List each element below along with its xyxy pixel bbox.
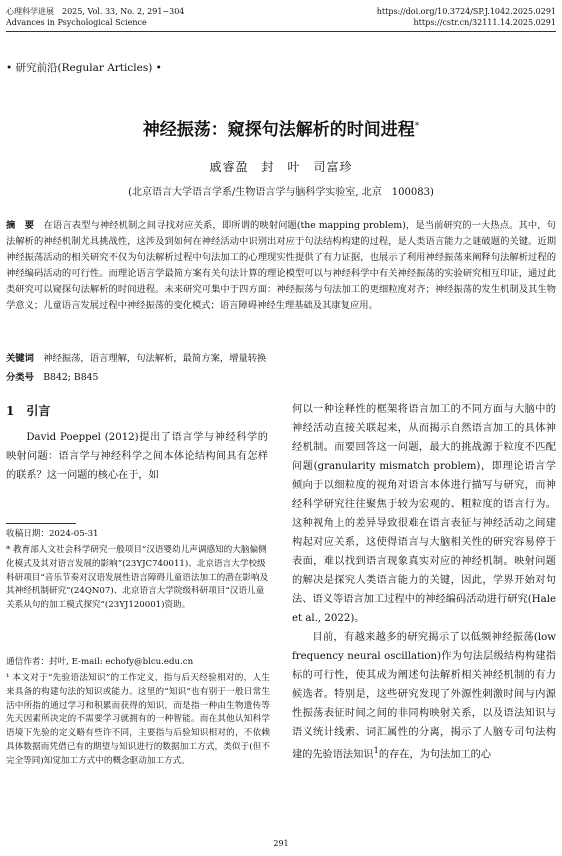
received-date: 收稿日期：2024-05-31 — [6, 529, 99, 539]
classification — [6, 369, 98, 383]
abstract-text: 在语言表型与神经机制之间寻找对应关系，即所谓的映射问题(the mapping problem)，是当前研究的一大热点。其中，句法解析的神经机制尤具挑战性，这涉及到如何在神经活动中识别出对应于句法结构构建的过程，是人类语言能力之谜破题的关键。近期神经振荡活动的相关研究不仅为句法解析过程中句法加工的心理现实性提供了有力证据，也展示了利用神经振荡来阐释句法解析过程的神经编码活动的可行性。而理论语言学最简方案有关句法计算的理论模型可以与神经科学中有关神经振荡的实验研究相互印证，通过此类研究可以窥探句法解析的时间进程。未来研究可集中于四方面：神经振荡与句法加工的更细粒度对齐；神经振荡的发生机制及其生物学意义；儿童语言发展过程中神经振荡的变化模式；语言障碍神经生理基础及其康复应用。 — [6, 220, 556, 311]
right-paragraph-2 — [292, 628, 556, 764]
section-tag: • 研究前沿(Regular Articles) • — [6, 62, 162, 74]
cstr-link[interactable]: https://cstr.cn/32111.14.2025.0291 — [413, 18, 556, 27]
journal-en: Advances in Psychological Science — [6, 18, 147, 27]
authors: 戚睿盈 封 叶 司富珍 — [209, 160, 353, 174]
doi-link[interactable]: https://doi.org/10.3724/SP.J.1042.2025.0291 — [376, 7, 556, 16]
left-column-paragraph: David Poeppel (2012)提出了语言学与神经科学的映射问题：语言学与神经科学之间本体论结构间具有怎样的联系？这一问题的核心在于，如 — [6, 432, 268, 481]
right-paragraph-2-text: 目前，有越来越多的研究揭示了以低频神经振荡(low frequency neural oscillation)作为句法层级结构构建指标的可行性，使其成为阐述句法解析相关神经机制的有力候选者。特别是，这些研究发现了外源性刺激时间与内源性振荡表征时间之间的非同构映射关系，以及语法知识与语义统计线索、词汇属性的分离，揭示了人脑专司句法构建的先验语法知识 — [292, 632, 556, 761]
keywords — [6, 350, 556, 364]
keywords-label: 关键词 — [6, 353, 34, 364]
footnote-rule — [6, 523, 76, 524]
footnote-1: ¹ 本文对于“先验语法知识”的工作定义，指与后天经验相对的，人生来具备的构建句法的知识或能力。这里的“知识”也有别于一般日常生活中所指的通过学习和积累而获得的知识，而是指一种由生物遗传等先天因素所决定的不需要学习就拥有的一种智能。而在其他认知科学语境下先验的定义略有些许不同，主要指与后验知识相对的，不依赖具体数据而凭借已有的期望与知识进行的数据加工方式，类似于(但不完全等同)知觉加工方式中的概念驱动加工方式。 — [6, 673, 270, 766]
title-footnote-mark: * — [414, 121, 420, 132]
right-paragraph-2-tail: 的存在，为句法加工的心 — [378, 749, 491, 761]
header-rule — [6, 31, 556, 32]
article-title — [0, 115, 562, 140]
class-value: B842; B845 — [43, 372, 99, 383]
abstract — [6, 218, 556, 314]
right-column — [292, 400, 556, 764]
title-text: 神经振荡：窥探句法解析的时间进程 — [142, 120, 415, 140]
keywords-text: 神经振荡，语言理解，句法解析，最简方案，增量转换 — [43, 353, 267, 364]
funding-note: * 教育部人文社会科学研究一般项目“汉语婴幼儿声调感知的大脑偏侧化模式及其对语言发展的影响”(23YJC740011)、北京语言大学校级科研项目“音乐节奏对汉语发展性语言障碍儿童语法加工的潜在影响及其神经机制研究”(24QN07)、北京语言大学院级科研项目“汉语儿童关系从句的加工模式探究”(23YJ120001)资助。 — [6, 545, 269, 611]
abstract-label: 摘 要 — [6, 220, 35, 231]
page-number: 291 — [273, 839, 289, 848]
class-label: 分类号 — [6, 372, 34, 383]
correspondence: 通信作者：封叶, E-mail: echofy@blcu.edu.cn — [6, 657, 194, 667]
running-header-right — [377, 6, 556, 28]
affiliation: (北京语言大学语言学系/生物语言学与脑科学实验室, 北京 100083) — [128, 187, 434, 198]
section-heading: 1 引言 — [6, 404, 51, 418]
footnote-ref-1: 1 — [373, 746, 379, 756]
journal-cn: 心理科学进展 2025, Vol. 33, No. 2, 291−304 — [6, 7, 185, 16]
running-header-left — [6, 6, 184, 28]
right-paragraph-1: 何以一种诠释性的框架将语言加工的不同方面与大脑中的神经活动直接关联起来，从而揭示自然语言加工的具体神经机制。而要回答这一问题，最大的挑战源于粒度不匹配问题(granularity mismatch problem)，即理论语言学倾向于以细粒度的视角对语言本体进行描写与研究，而神经科学研究往往聚焦于较为宏观的、粗粒度的语言行为。这种视角上的差异导致很难在语言表征与神经活动之间建构起对应关系，这使得语言与大脑相关性的研究容易停于表面，难以找到语言现象真实对应的神经机制。映射问题的解决是探究人类语言能力的关键，因此，学界开始对句法、语义等语言加工过程中的神经编码活动进行研究(Hale et al., 2022)。 — [292, 404, 556, 624]
